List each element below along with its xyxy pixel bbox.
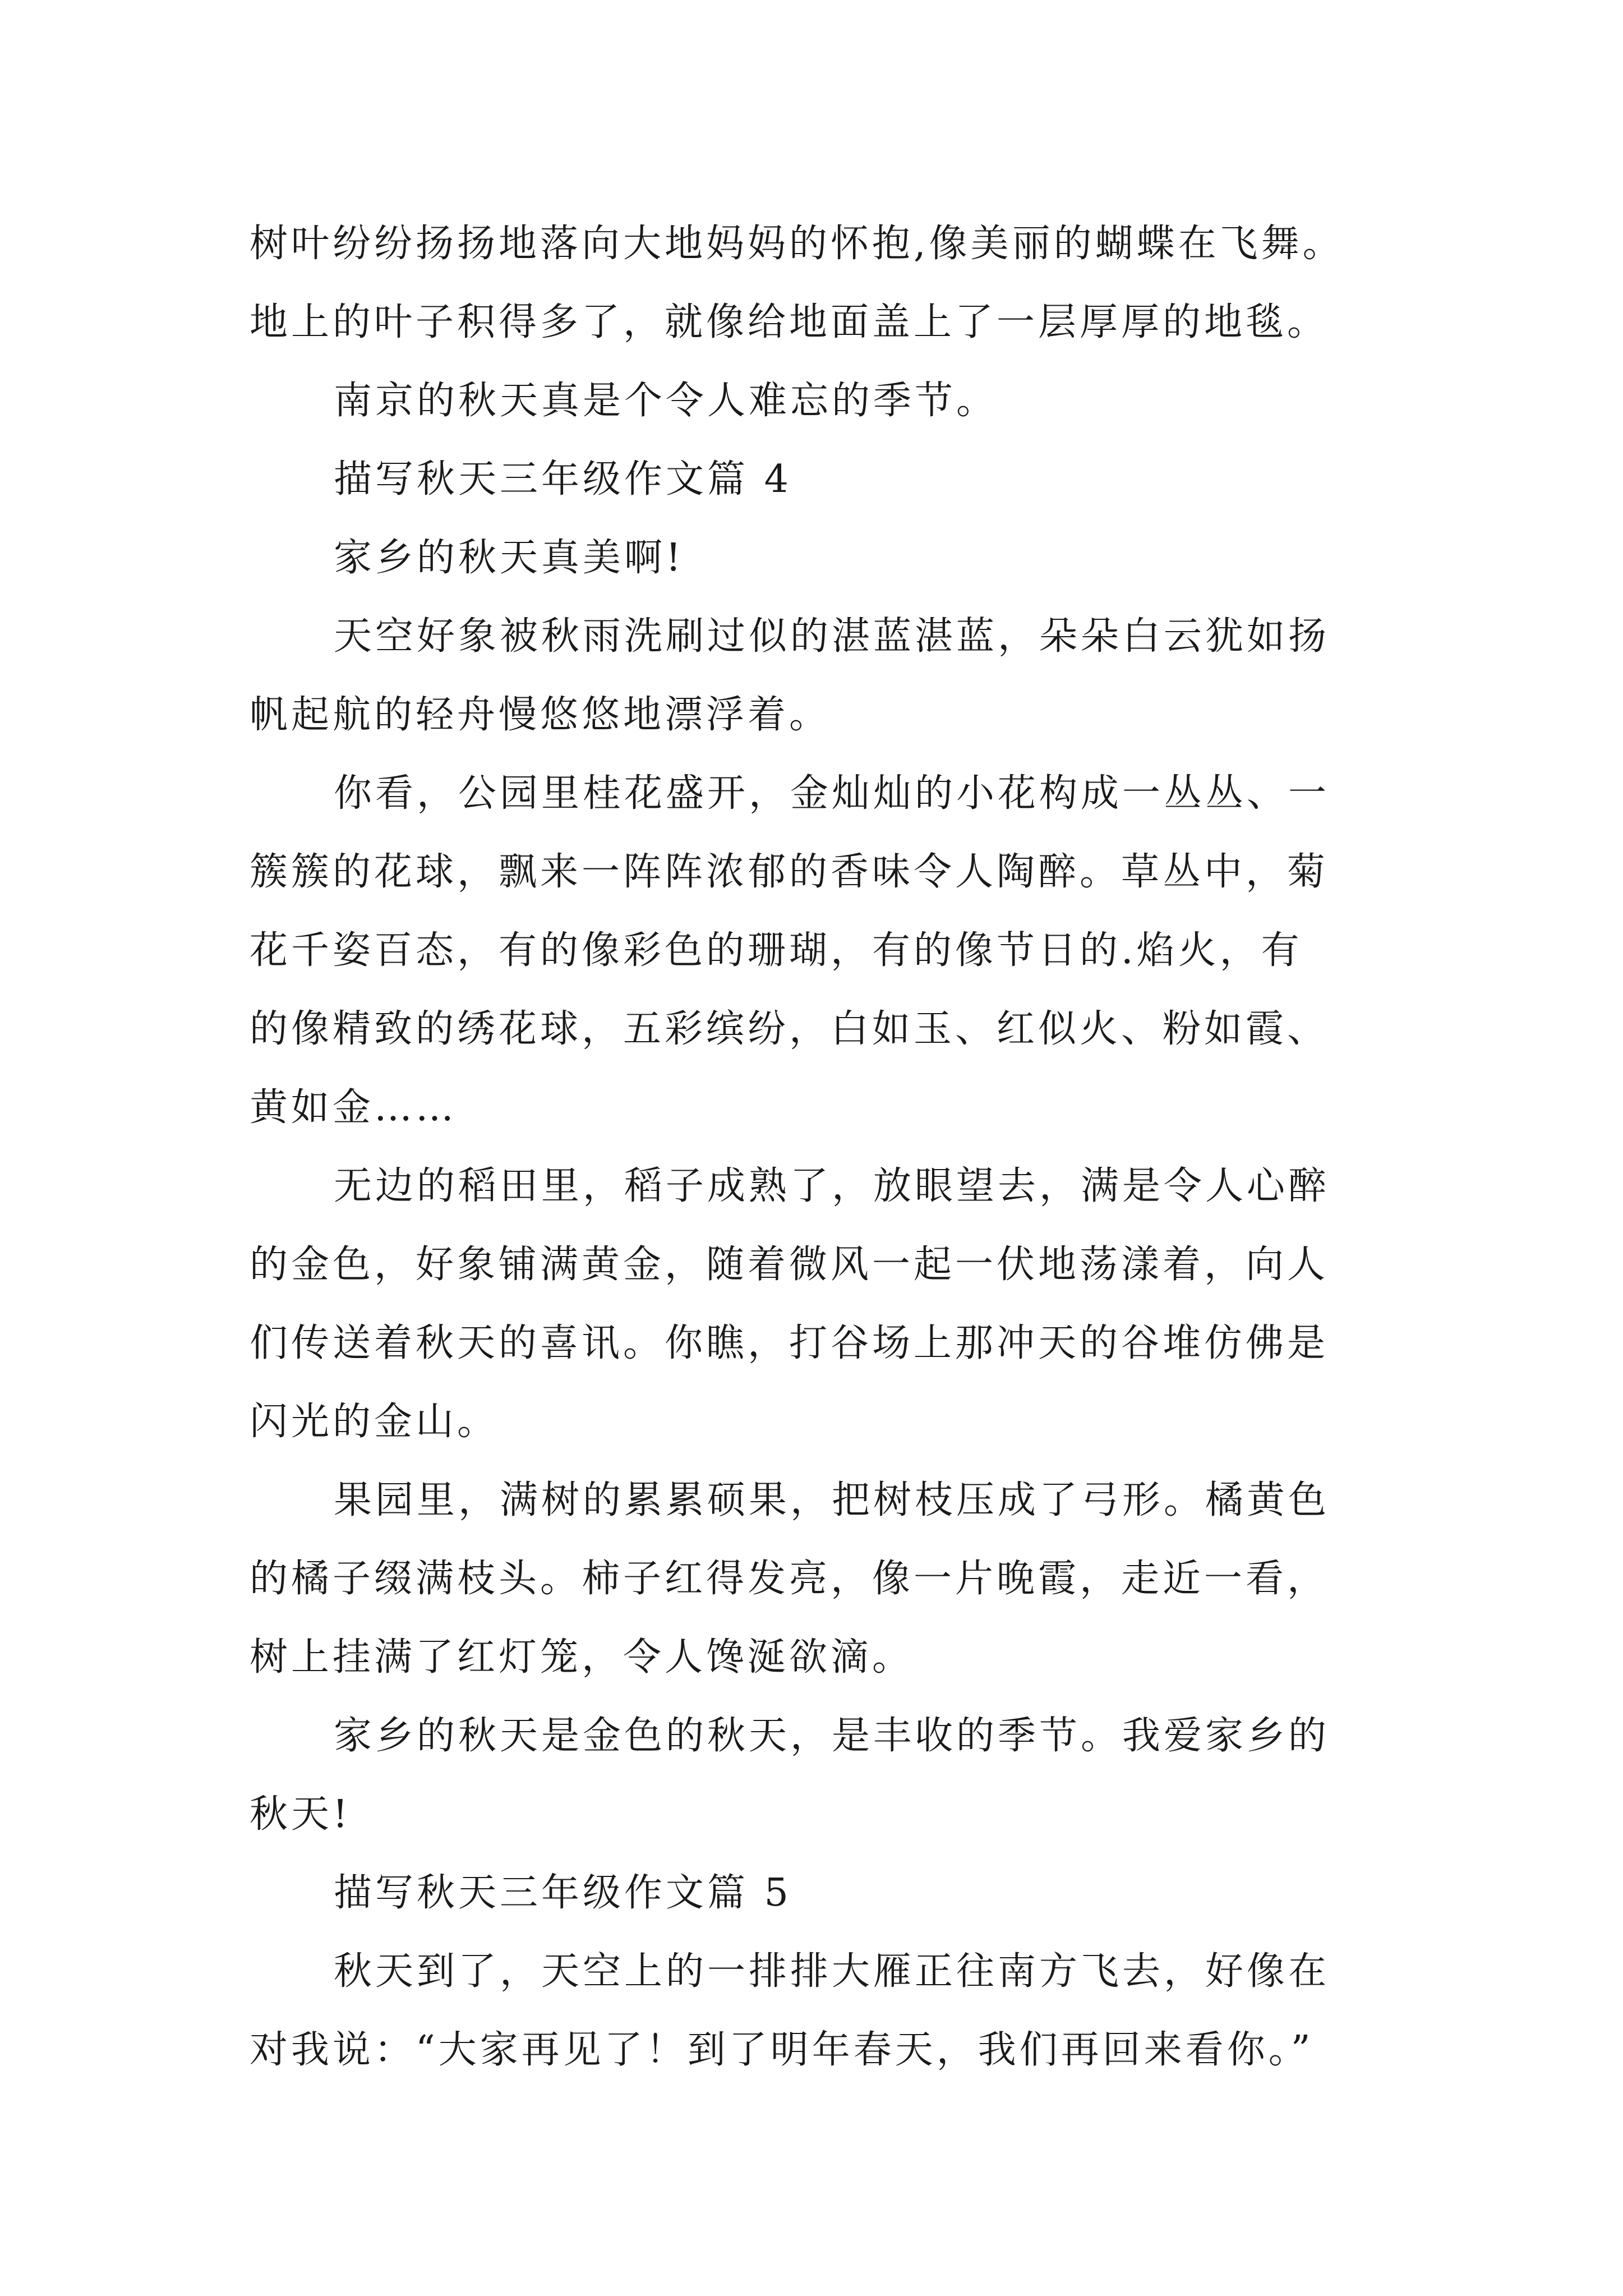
- text-line: 的金色，好象铺满黄金，随着微风一起一伏地荡漾着，向人: [250, 1243, 1329, 1287]
- text-line: 秋天!: [250, 1792, 352, 1837]
- text-line: 树叶纷纷扬扬地落向大地妈妈的怀抱,像美丽的蝴蝶在飞舞。: [250, 222, 1344, 266]
- section-heading: 描写秋天三年级作文篇 5: [334, 1871, 792, 1915]
- text-line: 闪光的金山。: [250, 1400, 499, 1444]
- text-line: 们传送着秋天的喜讯。你瞧，打谷场上那冲天的谷堆仿佛是: [250, 1321, 1329, 1365]
- text-line: 帆起航的轻舟慢悠悠地漂浮着。: [250, 693, 831, 737]
- text-line: 花千姿百态，有的像彩色的珊瑚，有的像节日的.焰火，有: [250, 928, 1303, 973]
- text-line: 你看，公园里桂花盛开，金灿灿的小花构成一丛丛、一: [334, 771, 1330, 816]
- text-line: 家乡的秋天是金色的秋天，是丰收的季节。我爱家乡的: [334, 1714, 1330, 1758]
- text-line: 簇簇的花球，飘来一阵阵浓郁的香味令人陶醉。草丛中，菊: [250, 850, 1329, 894]
- text-line: 无边的稻田里，稻子成熟了，放眼望去，满是令人心醉: [334, 1164, 1330, 1208]
- text-line: 家乡的秋天真美啊!: [334, 536, 685, 580]
- text-line: 的橘子缀满枝头。柿子红得发亮，像一片晚霞，走近一看，: [250, 1557, 1329, 1601]
- text-line: 对我说：“大家再见了！到了明年春天，我们再回来看你。”: [250, 2028, 1314, 2072]
- text-line: 天空好象被秋雨洗刷过似的湛蓝湛蓝，朵朵白云犹如扬: [334, 614, 1330, 659]
- text-line: 地上的叶子积得多了，就像给地面盖上了一层厚厚的地毯。: [250, 300, 1329, 344]
- text-line: 黄如金……: [250, 1085, 458, 1130]
- text-line: 果园里，满树的累累硕果，把树枝压成了弓形。橘黄色: [334, 1478, 1330, 1522]
- text-line: 的像精致的绣花球，五彩缤纷，白如玉、红似火、粉如霞、: [250, 1007, 1329, 1051]
- text-line: 树上挂满了红灯笼，令人馋涎欲滴。: [250, 1635, 914, 1680]
- text-line: 秋天到了，天空上的一排排大雁正往南方飞去，好像在: [334, 1949, 1330, 1994]
- text-line: 南京的秋天真是个令人难忘的季节。: [334, 379, 998, 423]
- section-heading: 描写秋天三年级作文篇 4: [334, 457, 792, 501]
